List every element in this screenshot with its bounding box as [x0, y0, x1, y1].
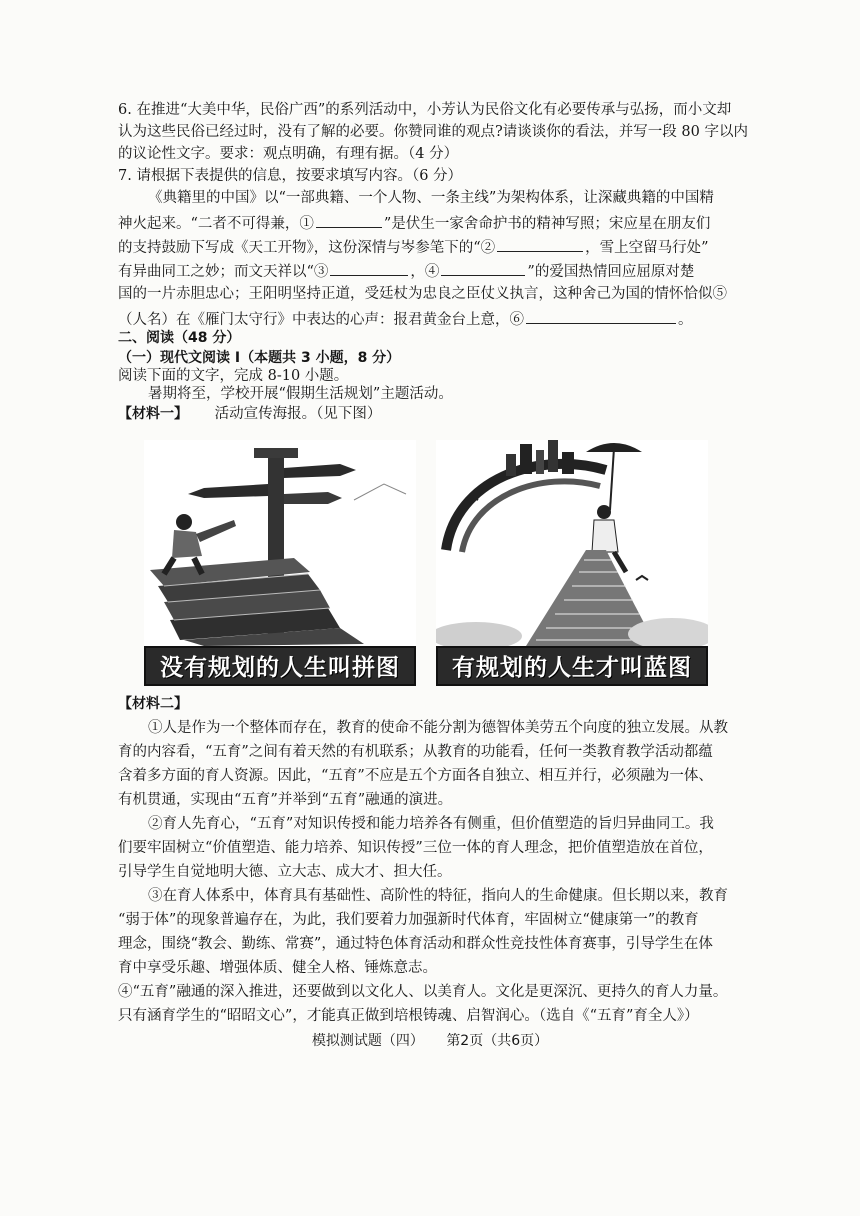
- poster-right: [436, 440, 708, 686]
- q7-line-2a: 神火起来。“二者不可得兼，①: [118, 216, 314, 232]
- m2-p2-line-2: 们要牢固树立“价值塑造、能力培养、知识传授”三位一体的育人理念，把价值塑造放在首位，: [118, 840, 713, 856]
- poster-left-caption: 没有规划的人生叫拼图: [144, 646, 416, 686]
- answer-blank-2[interactable]: [497, 236, 583, 252]
- activity-intro: 暑期将至，学校开展“假期生活规划”主题活动。: [148, 386, 453, 402]
- q7-line-3a: 的支持鼓励下写成《天工开物》，这份深情与岑参笔下的“②: [118, 240, 496, 256]
- m2-p1-line-3: 含着多方面的育人资源。因此，“五育”不应是五个方面各自独立、相互并行，必须融为一体、: [118, 768, 713, 784]
- m2-p1-line-4: 有机贯通，实现由“五育”并举到“五育”融通的演进。: [118, 792, 453, 808]
- q7-line-6: [118, 308, 738, 330]
- answer-blank-1[interactable]: [316, 212, 382, 228]
- q7-line-2b: ”是伏生一家舍命护书的精神写照；宋应星在朋友们: [383, 216, 711, 232]
- exam-name: 模拟测试题（四）: [311, 1033, 424, 1049]
- q6-line-2: 认为这些民俗已经过时，没有了解的必要。你赞同谁的观点?请谈谈你的看法，并写一段 80 字以内: [118, 124, 748, 140]
- q7-line-2: [118, 212, 738, 234]
- q7-line-6b: 。: [678, 312, 693, 328]
- q7-line-1: 《典籍里的中国》以“一部典籍、一个人物、一条主线”为架构体系，让深藏典籍的中国精: [148, 190, 714, 206]
- section-subtitle: （一）现代文阅读 I（本题共 3 小题，8 分）: [118, 350, 401, 366]
- material-1-text: 活动宣传海报。（见下图）: [214, 406, 382, 422]
- q7-line-4b: ，④: [410, 264, 440, 280]
- q6-line-1: 6. 在推进“大美中华，民俗广西”的系列活动中，小芳认为民俗文化有必要传承与弘扬，而小文却: [118, 102, 732, 118]
- page-footer: [0, 1030, 860, 1050]
- answer-blank-6[interactable]: [526, 308, 676, 324]
- m2-p1-line-1: ①人是作为一个整体而存在，教育的使命不能分割为德智体美劳五个向度的独立发展。从教: [148, 720, 728, 736]
- material-1-label: 【材料一】: [118, 406, 188, 422]
- q7-line-4: [118, 260, 738, 282]
- m2-p2-line-1: ②育人先育心，“五育”对知识传授和能力培养各有侧重，但价值塑造的旨归异曲同工。我: [148, 816, 714, 832]
- blueprint-illustration: [436, 440, 708, 646]
- m2-p3-line-1: ③在育人体系中，体育具有基础性、高阶性的特征，指向人的生命健康。但长期以来，教育: [148, 888, 728, 904]
- m2-p4-line-2: 只有涵育学生的“昭昭文心”，才能真正做到培根铸魂、启智润心。（选自《“五育”育全人》）: [118, 1008, 699, 1024]
- q7-line-5: 国的一片赤胆忠心；王阳明坚持正道，受廷杖为忠良之臣仗义执言，这种舍己为国的情怀恰似⑤: [118, 286, 727, 302]
- page-number: 第2页（共6页）: [446, 1033, 549, 1049]
- answer-blank-4[interactable]: [441, 260, 525, 276]
- q7-line-4c: ”的爱国热情回应屈原对楚: [527, 264, 695, 280]
- poster-right-caption: 有规划的人生才叫蓝图: [436, 646, 708, 686]
- answer-blank-3[interactable]: [330, 260, 408, 276]
- material-2-label: 【材料二】: [118, 696, 188, 712]
- q6-line-3: 的议论性文字。要求：观点明确，有理有据。（4 分）: [118, 146, 459, 162]
- m2-p3-line-3: 理念，围绕“教会、勤练、常赛”，通过特色体育活动和群众性竞技性体育赛事，引导学生在体: [118, 936, 713, 952]
- jigsaw-illustration: [144, 440, 416, 646]
- m2-p1-line-2: 育的内容看，“五育”之间有着天然的有机联系；从教育的功能看，任何一类教育教学活动都蕴: [118, 744, 713, 760]
- q7-line-3: [118, 236, 738, 258]
- m2-p4-line-1: ④“五育”融通的深入推进，还要做到以文化人、以美育人。文化是更深沉、更持久的育人力量。: [118, 984, 728, 1000]
- q7-title: 7. 请根据下表提供的信息，按要求填写内容。（6 分）: [118, 168, 463, 184]
- reading-instruction: 阅读下面的文字，完成 8-10 小题。: [118, 368, 349, 384]
- q7-line-4a: 有异曲同工之妙；而文天祥以“③: [118, 264, 329, 280]
- q7-line-6a: （人名）在《雁门太守行》中表达的心声：报君黄金台上意，⑥: [118, 312, 524, 328]
- material-1-line: [118, 404, 738, 424]
- q7-line-3b: ，雪上空留马行处”: [585, 240, 709, 256]
- section-title: 二、阅读（48 分）: [118, 330, 241, 346]
- m2-p2-line-3: 引导学生自觉地明大德、立大志、成大才、担大任。: [118, 864, 452, 880]
- poster-left: [144, 440, 416, 686]
- m2-p3-line-4: 育中享受乐趣、增强体质、健全人格、锤炼意志。: [118, 960, 437, 976]
- m2-p3-line-2: “弱于体”的现象普遍存在，为此，我们要着力加强新时代体育，牢固树立“健康第一”的教育: [118, 912, 699, 928]
